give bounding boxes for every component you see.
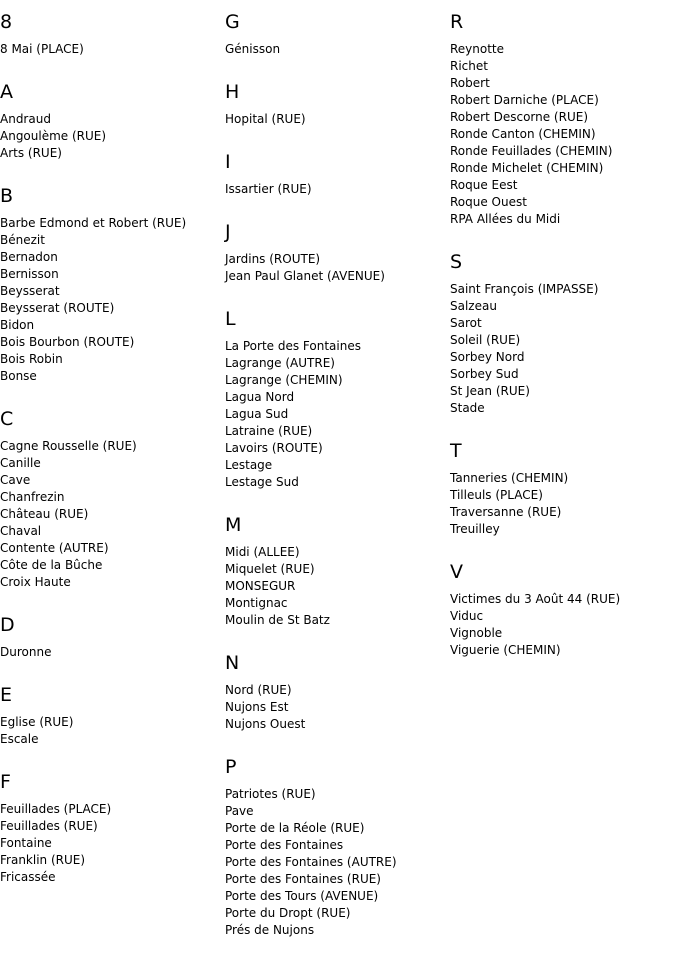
street-link[interactable]: Sarot bbox=[450, 316, 482, 330]
street-link[interactable]: Ronde Feuillades (CHEMIN) bbox=[450, 144, 613, 158]
street-link[interactable]: Lagrange (AUTRE) bbox=[225, 356, 335, 370]
section-letter-heading: C bbox=[0, 408, 14, 430]
street-link[interactable]: Fricassée bbox=[0, 870, 56, 884]
section-letter-heading: J bbox=[225, 221, 231, 243]
street-link[interactable]: MONSEGUR bbox=[225, 579, 296, 593]
street-link[interactable]: Tilleuls (PLACE) bbox=[450, 488, 543, 502]
street-link[interactable]: Montignac bbox=[225, 596, 288, 610]
street-link[interactable]: Vignoble bbox=[450, 626, 503, 640]
street-link[interactable]: Victimes du 3 Août 44 (RUE) bbox=[450, 592, 621, 606]
directory-column bbox=[225, 10, 445, 961]
letter-section bbox=[450, 560, 670, 659]
section-letter-heading: E bbox=[0, 684, 13, 706]
section-letter-heading: D bbox=[0, 614, 15, 636]
section-letter-heading: N bbox=[225, 652, 240, 674]
street-link[interactable]: Saint François (IMPASSE) bbox=[450, 282, 599, 296]
street-link[interactable]: Sorbey Sud bbox=[450, 367, 519, 381]
street-link[interactable]: Lestage bbox=[225, 458, 273, 472]
street-link[interactable]: Issartier (RUE) bbox=[225, 182, 312, 196]
street-link[interactable]: Lagua Sud bbox=[225, 407, 289, 421]
street-link[interactable]: Chaval bbox=[0, 524, 42, 538]
section-letter-heading: T bbox=[450, 440, 462, 462]
street-link[interactable]: Robert Darniche (PLACE) bbox=[450, 93, 599, 107]
street-link[interactable]: Midi (ALLEE) bbox=[225, 545, 300, 559]
street-link[interactable]: Franklin (RUE) bbox=[0, 853, 86, 867]
letter-section bbox=[0, 770, 220, 886]
street-link[interactable]: Stade bbox=[450, 401, 485, 415]
street-link[interactable]: Chanfrezin bbox=[0, 490, 65, 504]
street-link[interactable]: Bernadon bbox=[0, 250, 58, 264]
street-link[interactable]: St Jean (RUE) bbox=[450, 384, 530, 398]
street-link[interactable]: Tanneries (CHEMIN) bbox=[450, 471, 569, 485]
street-link[interactable]: Soleil (RUE) bbox=[450, 333, 521, 347]
street-link[interactable]: Lagrange (CHEMIN) bbox=[225, 373, 343, 387]
street-link[interactable]: Croix Haute bbox=[0, 575, 71, 589]
section-letter-heading: R bbox=[450, 11, 464, 33]
section-letter-heading: F bbox=[0, 771, 11, 793]
street-link[interactable]: Bénezit bbox=[0, 233, 45, 247]
street-link[interactable]: Moulin de St Batz bbox=[225, 613, 330, 627]
street-link[interactable]: Canille bbox=[0, 456, 41, 470]
street-link[interactable]: RPA Allées du Midi bbox=[450, 212, 561, 226]
section-letter-heading: V bbox=[450, 561, 463, 583]
street-link[interactable]: Reynotte bbox=[450, 42, 505, 56]
street-link[interactable]: Jardins (ROUTE) bbox=[225, 252, 321, 266]
letter-section bbox=[225, 220, 445, 285]
street-link[interactable]: Roque Ouest bbox=[450, 195, 527, 209]
street-link[interactable]: Duronne bbox=[0, 645, 52, 659]
street-link[interactable]: Bonse bbox=[0, 369, 37, 383]
section-letter-heading: B bbox=[0, 185, 14, 207]
street-link[interactable]: Ronde Michelet (CHEMIN) bbox=[450, 161, 604, 175]
letter-section bbox=[225, 513, 445, 629]
street-link[interactable]: Roque Eest bbox=[450, 178, 518, 192]
letter-section bbox=[0, 613, 220, 661]
street-link[interactable]: Bois Robin bbox=[0, 352, 63, 366]
street-link[interactable]: Arts (RUE) bbox=[0, 146, 62, 160]
street-link[interactable]: Porte de la Réole (RUE) bbox=[225, 821, 365, 835]
street-link[interactable]: Fontaine bbox=[0, 836, 52, 850]
street-link[interactable]: Barbe Edmond et Robert (RUE) bbox=[0, 216, 187, 230]
street-link[interactable]: Eglise (RUE) bbox=[0, 715, 74, 729]
street-link[interactable]: Robert bbox=[450, 76, 490, 90]
section-letter-heading: H bbox=[225, 81, 240, 103]
letter-section bbox=[225, 307, 445, 491]
section-letter-heading: A bbox=[0, 81, 13, 103]
street-link[interactable]: Bidon bbox=[0, 318, 35, 332]
street-link[interactable]: Porte des Fontaines (RUE) bbox=[225, 872, 381, 886]
street-link[interactable]: Nord (RUE) bbox=[225, 683, 292, 697]
street-link[interactable]: Bernisson bbox=[0, 267, 59, 281]
street-link[interactable]: Porte des Fontaines bbox=[225, 838, 344, 852]
letter-section bbox=[225, 651, 445, 733]
street-link[interactable]: Escale bbox=[0, 732, 39, 746]
street-link[interactable]: Salzeau bbox=[450, 299, 497, 313]
letter-section bbox=[0, 80, 220, 162]
street-link[interactable]: Contente (AUTRE) bbox=[0, 541, 109, 555]
letter-section bbox=[450, 10, 670, 228]
street-link[interactable]: Lavoirs (ROUTE) bbox=[225, 441, 323, 455]
street-link[interactable]: Traversanne (RUE) bbox=[450, 505, 562, 519]
letter-section bbox=[0, 407, 220, 591]
street-link[interactable]: Cagne Rousselle (RUE) bbox=[0, 439, 137, 453]
street-link[interactable]: Viduc bbox=[450, 609, 484, 623]
section-letter-heading: M bbox=[225, 514, 242, 536]
street-link[interactable]: Bois Bourbon (ROUTE) bbox=[0, 335, 135, 349]
street-link[interactable]: Feuillades (PLACE) bbox=[0, 802, 112, 816]
street-link[interactable]: Porte du Dropt (RUE) bbox=[225, 906, 351, 920]
street-link[interactable]: Hopital (RUE) bbox=[225, 112, 306, 126]
letter-section bbox=[450, 439, 670, 538]
street-link[interactable]: Viguerie (CHEMIN) bbox=[450, 643, 561, 657]
section-letter-heading: L bbox=[225, 308, 236, 330]
street-link[interactable]: Château (RUE) bbox=[0, 507, 89, 521]
street-link[interactable]: Porte des Tours (AVENUE) bbox=[225, 889, 379, 903]
section-letter-heading: G bbox=[225, 11, 240, 33]
letter-section bbox=[450, 250, 670, 417]
street-link[interactable]: Lestage Sud bbox=[225, 475, 299, 489]
directory-column bbox=[450, 10, 670, 681]
letter-section bbox=[225, 755, 445, 939]
section-letter-heading: 8 bbox=[0, 11, 13, 33]
street-link[interactable]: Patriotes (RUE) bbox=[225, 787, 316, 801]
letter-section bbox=[0, 683, 220, 748]
street-link[interactable]: Treuilley bbox=[450, 522, 500, 536]
street-link[interactable]: Latraine (RUE) bbox=[225, 424, 313, 438]
street-link[interactable]: Nujons Est bbox=[225, 700, 289, 714]
section-letter-heading: I bbox=[225, 151, 231, 173]
street-link[interactable]: La Porte des Fontaines bbox=[225, 339, 361, 353]
street-link[interactable]: Prés de Nujons bbox=[225, 923, 315, 937]
street-link[interactable]: Beysserat (ROUTE) bbox=[0, 301, 115, 315]
section-letter-heading: P bbox=[225, 756, 237, 778]
directory-column bbox=[0, 10, 220, 908]
street-link[interactable]: Nujons Ouest bbox=[225, 717, 306, 731]
street-link[interactable]: Porte des Fontaines (AUTRE) bbox=[225, 855, 397, 869]
street-link[interactable]: Miquelet (RUE) bbox=[225, 562, 315, 576]
street-link[interactable]: Angoulème (RUE) bbox=[0, 129, 107, 143]
letter-section bbox=[225, 10, 445, 58]
letter-section bbox=[0, 10, 220, 58]
letter-section bbox=[225, 150, 445, 198]
street-link[interactable]: Pave bbox=[225, 804, 254, 818]
street-link[interactable]: Lagua Nord bbox=[225, 390, 295, 404]
street-link[interactable]: Cave bbox=[0, 473, 31, 487]
street-link[interactable]: Jean Paul Glanet (AVENUE) bbox=[225, 269, 385, 283]
letter-section bbox=[0, 184, 220, 385]
street-link[interactable]: Richet bbox=[450, 59, 488, 73]
street-link[interactable]: Côte de la Bûche bbox=[0, 558, 103, 572]
street-link[interactable]: 8 Mai (PLACE) bbox=[0, 42, 84, 56]
street-link[interactable]: Feuillades (RUE) bbox=[0, 819, 98, 833]
street-link[interactable]: Génisson bbox=[225, 42, 281, 56]
street-link[interactable]: Ronde Canton (CHEMIN) bbox=[450, 127, 596, 141]
street-link[interactable]: Robert Descorne (RUE) bbox=[450, 110, 588, 124]
street-link[interactable]: Beysserat bbox=[0, 284, 60, 298]
street-link[interactable]: Sorbey Nord bbox=[450, 350, 525, 364]
section-letter-heading: S bbox=[450, 251, 463, 273]
street-link[interactable]: Andraud bbox=[0, 112, 51, 126]
letter-section bbox=[225, 80, 445, 128]
